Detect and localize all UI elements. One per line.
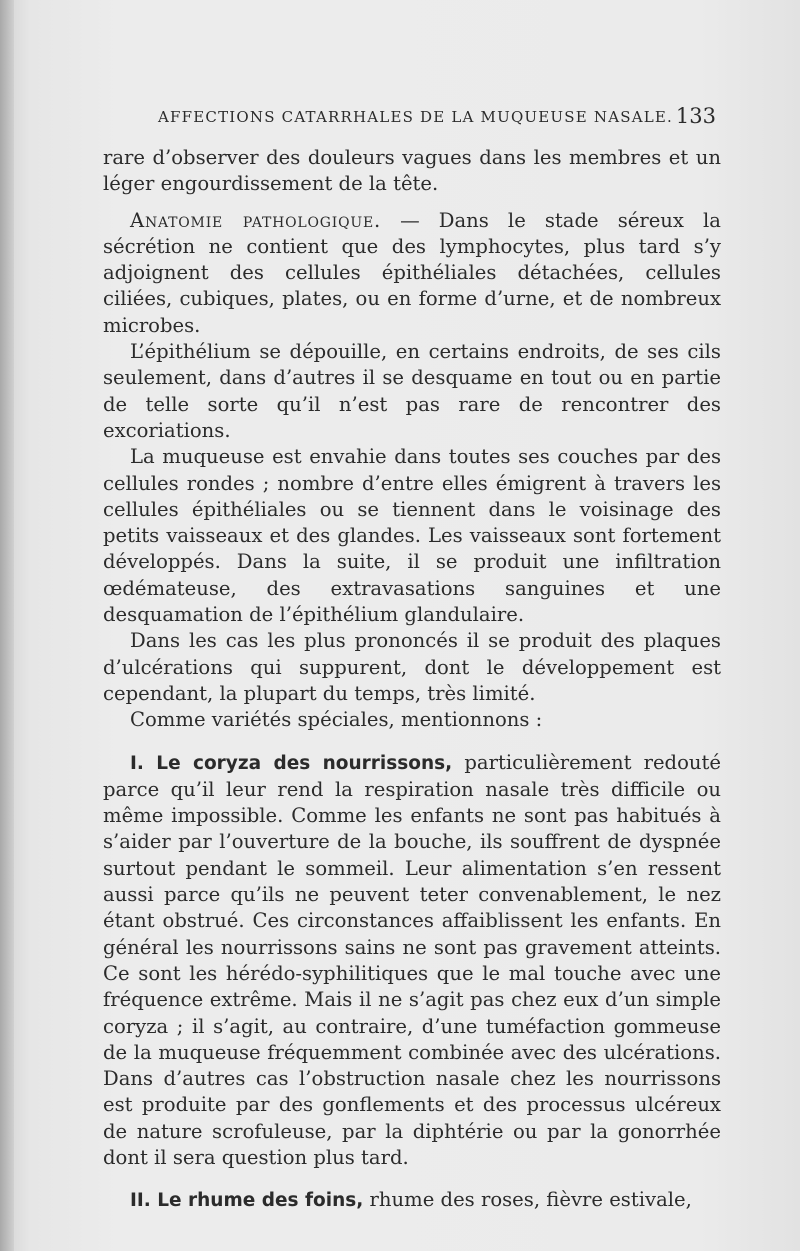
heading-coryza: I. Le coryza des nourrissons, [130,752,453,774]
page-number: 133 [675,104,716,128]
page-gutter-shadow [0,0,14,1251]
paragraph-muqueuse: La muqueuse est envahie dans toutes ses couches par des cellules rondes ; nombre d’entre elles émigrent à travers les cellules épithéliales ou se tiennent dans le voisinage des petits vaisseaux et des glandes. Les vaisseaux sont fortement développés. Dans la suite, il se produit une infiltration œdémateuse, des extravasations sanguines et une desquamation de l’épithélium glandulaire. [103,445,721,627]
paragraph-coryza-text: particulièrement redouté parce qu’il leur rend la respiration nasale très difficile ou même impossible. Comme les enfants ne sont pas habitués à s’aider par l’ouverture de la bouche, ils souffrent de dyspnée surtout pendant le sommeil. Leur alimentation s’en ressent aussi parce qu’ils ne peuvent teter convenablement, le nez étant obstrué. Ces circonstances affaiblissent les enfants. En général les nourrissons sains ne sont pas gravement atteints. Ce sont les hérédo-syphilitiques que le mal touche avec une fréquence extrême. Mais il ne s’agit pas chez eux d’un simple coryza ; il s’agit, au contraire, d’une tuméfaction gommeuse de la muqueuse fréquemment combinée avec des ulcérations. Dans d’autres cas l’obstruction nasale chez les nourrissons est produite par des gonflements et des processus ulcéreux de nature scrofuleuse, par la diphtérie ou par la gonorrhée dont il sera question plus tard. [103,750,721,1169]
page-body [103,145,721,1215]
paragraph-varietes: Comme variétés spéciales, mentionnons : [130,708,543,732]
paragraph-ulcerations: Dans les cas les plus prononcés il se produit des plaques d’ulcérations qui suppurent, dont le développement est cependant, la plupart du temps, très limité. [103,629,721,705]
paragraph-rhume-text: rhume des roses, fièvre estivale, [363,1188,692,1212]
heading-rhume: II. Le rhume des foins, [130,1190,364,1212]
paragraph-epithelium: L’épithélium se dépouille, en certains endroits, de ses cils seulement, dans d’autres il se desquame en tout ou en partie de telle sorte qu’il n’est pas rare de rencontrer des excoriations. [103,340,721,442]
paragraph-continuation: rare d’observer des douleurs vagues dans les membres et un léger engourdissement de la tête. [103,146,721,196]
paragraph-anatomie-text: — Dans le stade séreux la sécrétion ne contient que des lymphocytes, plus tard s’y adjoignent des cellules épithéliales détachées, cellules ciliées, cubiques, plates, ou en forme d’urne, et de nombreux microbes. [103,208,721,337]
paragraph-anatomie [103,208,721,339]
paragraph-rhume [103,1187,721,1214]
paragraph-coryza [103,750,721,1172]
running-header [146,104,724,134]
section-lead-anatomie: Anatomie pathologique. [130,208,382,232]
running-title: AFFECTIONS CATARRHALES DE LA MUQUEUSE NASALE. [158,108,674,126]
